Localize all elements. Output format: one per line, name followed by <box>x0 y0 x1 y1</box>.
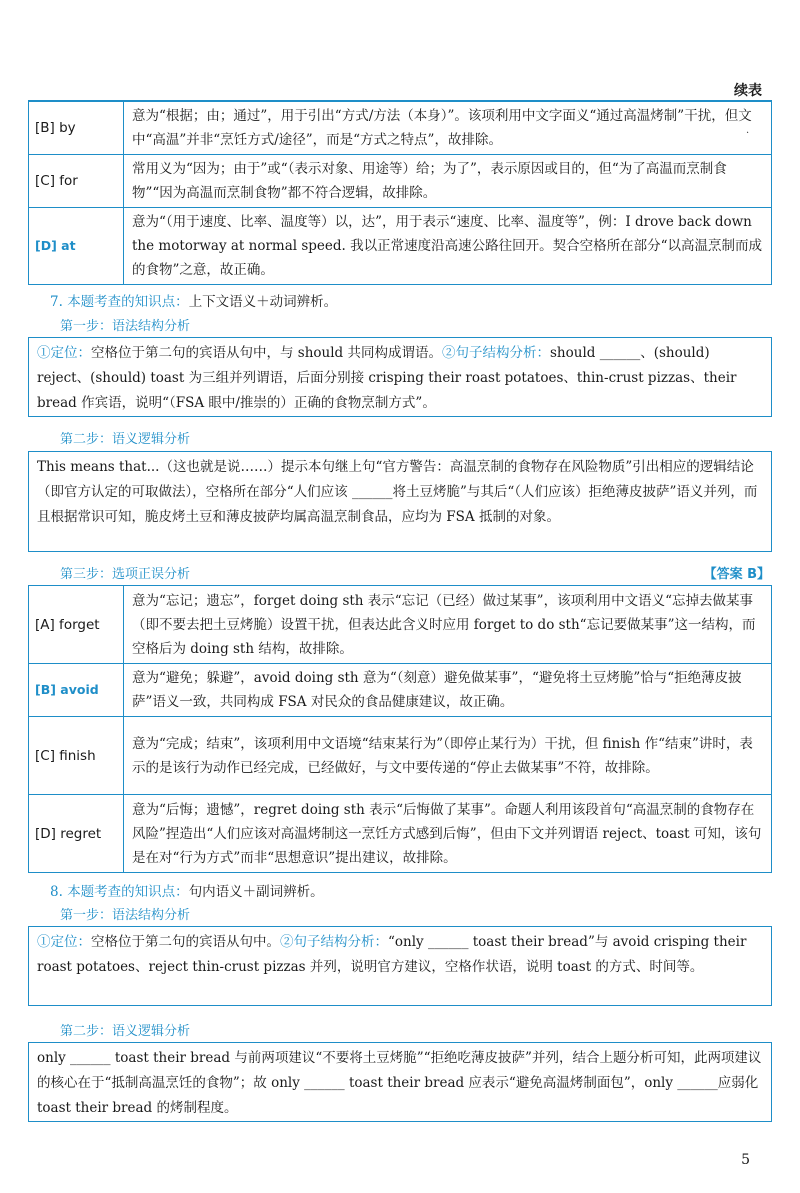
option-explanation: 意为“避免；躲避”，avoid doing sth 意为“（刻意）避免做某事”，“避免将土豆烤脆”恰与“拒绝薄皮披萨”语义一致，共同构成 FSA 对民众的食品健康建议，故正确。 <box>124 664 772 717</box>
table-row <box>29 717 772 795</box>
q7-step2-box: This means that...（这也就是说……）提示本句继上句“官方警告：高温烹制的食物存在风险物质”引出相应的逻辑结论（即官方认定的可取做法），空格所在部分“人们应该 ______将土豆烤脆”与其后“（人们应该）拒绝薄皮披萨”语义并列，而且根据常识可知，脆皮烤土豆和薄皮披萨均属高温烹制食品，应均为 FSA 抵制的对象。 <box>28 451 772 552</box>
table-row <box>29 586 772 664</box>
option-label: [C] for <box>29 155 124 208</box>
q7-structure-tag: ②句子结构分析： <box>442 345 550 361</box>
q8-title-tag: 本题考查的知识点： <box>67 884 189 900</box>
q8-step2-label: 第二步：语义逻辑分析 <box>60 1024 191 1039</box>
option-label: [A] forget <box>29 586 124 664</box>
table-row <box>29 208 772 285</box>
q8-step1-box <box>28 926 772 1006</box>
table-row <box>29 795 772 873</box>
options-table-q6 <box>28 101 772 285</box>
table-row <box>29 102 772 155</box>
option-explanation: 意为“忘记；遗忘”，forget doing sth 表示“忘记（已经）做过某事”，该项利用中文语义“忘掉去做某事（即不要去把土豆烤脆）设置干扰，但表达此含义时应用 forget to do sth“忘记要做某事”这一结构，而空格后为 doing sth 结构，故排除。 <box>124 586 772 664</box>
option-label-correct: [B] avoid <box>29 664 124 717</box>
page-number: 5 <box>741 1152 750 1168</box>
stray-mark: · <box>746 128 750 139</box>
q7-number: 7. <box>50 294 63 310</box>
continued-label: 续表 <box>734 83 762 99</box>
q8-step1-label: 第一步：语法结构分析 <box>60 908 191 923</box>
q8-structure-text: “only ______ toast their bread”与 avoid crisping their roast potatoes、reject thin-crust pizzas 并列，说明官方建议，空格作状语，说明 toast 的方式、时间等。 <box>37 934 747 975</box>
q7-step1-box <box>28 337 772 417</box>
q7-step2-label: 第二步：语义逻辑分析 <box>60 432 191 447</box>
option-explanation: 意为“完成；结束”，该项利用中文语境“结束某行为”（即停止某行为）干扰，但 finish 作“结束”讲时，表示的是该行为动作已经完成，已经做好，与文中要传递的“停止去做某事”不符，故排除。 <box>124 717 772 795</box>
q8-locate-text: 空格位于第二句的宾语从句中。 <box>91 934 280 950</box>
q7-heading <box>50 290 337 310</box>
table-row <box>29 664 772 717</box>
q8-structure-tag: ②句子结构分析： <box>280 934 388 950</box>
q7-locate-text: 空格位于第二句的宾语从句中，与 should 共同构成谓语。 <box>91 345 442 361</box>
option-explanation: 意为“（用于速度、比率、温度等）以，达”，用于表示“速度、比率、温度等”，例：I drove back down the motorway at normal speed. 我以正常速度沿高速公路往回开。契合空格所在部分“以高温烹制而成的食物”之意，故正确。 <box>124 208 772 285</box>
table-row <box>29 155 772 208</box>
q7-structure-text: should ______、(should) reject、(should) toast 为三组并列谓语，后面分别接 crisping their roast potatoes、thin-crust pizzas、their bread 作宾语，说明“（FSA 眼中/推崇的）正确的食物烹制方式”。 <box>37 345 737 411</box>
option-explanation: 意为“后悔；遗憾”，regret doing sth 表示“后悔做了某事”。命题人利用该段首句“高温烹制的食物存在风险”捏造出“人们应该对高温烤制这一烹饪方式感到后悔”，但由下文并列谓语 reject、toast 可知，该句是在对“行为方式”而非“思想意识”提出建议，故排除。 <box>124 795 772 873</box>
option-label: [C] finish <box>29 717 124 795</box>
q7-step3-label: 第三步：选项正误分析 <box>60 567 191 582</box>
option-explanation: 常用义为“因为；由于”或“（表示对象、用途等）给；为了”，表示原因或目的，但“为了高温而烹制食物”“因为高温而烹制食物”都不符合逻辑，故排除。 <box>124 155 772 208</box>
option-label: [B] by <box>29 102 124 155</box>
q8-title-rest: 句内语义＋副词辨析。 <box>188 884 324 900</box>
q8-number: 8. <box>50 884 63 900</box>
option-label: [D] regret <box>29 795 124 873</box>
q8-heading <box>50 880 324 900</box>
q8-step2-box: only ______ toast their bread 与前两项建议“不要将土豆烤脆”“拒绝吃薄皮披萨”并列，结合上题分析可知，此两项建议的核心在于“抵制高温烹饪的食物”；故 only ______ toast their bread 应表示“避免高温烤制面包”，only ______应弱化 toast their bread 的烤制程度。 <box>28 1042 772 1122</box>
options-table-q7 <box>28 585 772 873</box>
q8-locate-tag: ①定位： <box>37 934 91 950</box>
q7-step1-label: 第一步：语法结构分析 <box>60 319 191 334</box>
answer-badge: 【答案 B】 <box>703 567 770 582</box>
q7-title-rest: 上下文语义＋动词辨析。 <box>188 294 338 310</box>
q7-title-tag: 本题考查的知识点： <box>67 294 189 310</box>
option-explanation: 意为“根据；由；通过”，用于引出“方式/方法（本身）”。该项利用中文字面义“通过高温烤制”干扰，但文中“高温”并非“烹饪方式/途径”，而是“方式之特点”，故排除。 <box>124 102 772 155</box>
q7-locate-tag: ①定位： <box>37 345 91 361</box>
option-label-correct: [D] at <box>29 208 124 285</box>
